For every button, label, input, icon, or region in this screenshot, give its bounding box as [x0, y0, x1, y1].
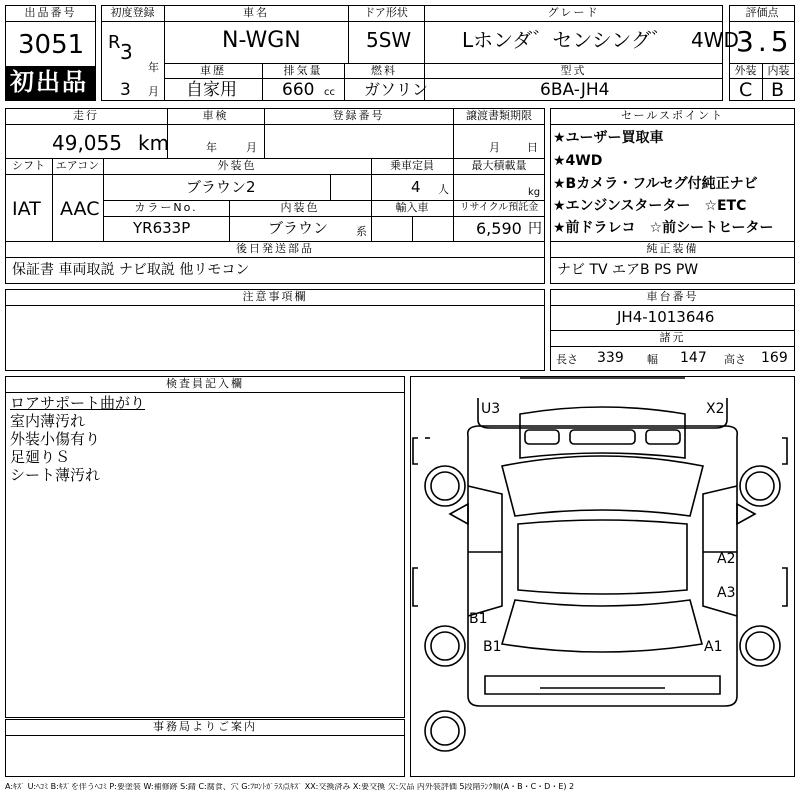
damage-mark: A3: [717, 585, 736, 601]
color-no-label: カラーNo.: [134, 201, 198, 214]
score-label: 評価点: [745, 6, 779, 19]
inspection-month-unit: 月: [246, 141, 257, 154]
car-name: N-WGN: [222, 28, 301, 53]
sales-point: ★前ドラレコ ☆前シートヒーター: [553, 220, 774, 236]
length-label: 長さ: [556, 353, 578, 366]
grade-label: グレード: [547, 6, 600, 19]
reg-no-label: 登録番号: [332, 109, 385, 122]
equipment-label: 純正装備: [646, 242, 699, 255]
damage-mark: B1: [483, 639, 502, 655]
first-reg-month: 3: [120, 80, 131, 100]
recycle: 6,590: [476, 219, 522, 238]
history-label: 車歴: [200, 64, 226, 77]
door-type: 5SW: [366, 28, 412, 52]
int-color: ブラウン: [268, 219, 329, 237]
inspector-line: 室内薄汚れ: [10, 412, 86, 430]
fuel-label: 燃料: [371, 64, 397, 77]
model-label: 型式: [560, 64, 587, 77]
car-name-label: 車名: [243, 6, 269, 19]
chassis-number: JH4-1013646: [617, 308, 715, 326]
height: 169: [761, 350, 788, 366]
damage-mark: A2: [717, 551, 736, 567]
inspection-label: 車検: [202, 109, 229, 122]
first-reg-label: 初度登録: [110, 6, 155, 19]
sales-point: ★Bカメラ・フルセグ付純正ナビ: [553, 176, 758, 192]
inspector-label: 検査員記入欄: [166, 377, 244, 390]
lot-number: 3051: [18, 30, 85, 60]
inspector-line: シート薄汚れ: [10, 466, 101, 484]
fuel: ガソリン: [364, 80, 429, 99]
grade: Lホンダ゛センシング゛ 4WD: [462, 28, 739, 52]
color-label: 外装色: [217, 159, 257, 172]
score: 3.5: [736, 25, 793, 58]
dims-label: 諸元: [659, 331, 686, 344]
damage-mark: U3: [481, 401, 501, 417]
height-label: 高さ: [724, 353, 746, 366]
recycle-unit: 円: [528, 221, 542, 237]
import-label: 輸入車: [395, 201, 429, 214]
load-label: 最大積載量: [471, 159, 527, 172]
inspector-line: 外装小傷有り: [10, 430, 101, 448]
chassis-label: 車台番号: [646, 290, 699, 303]
month-unit: 月: [148, 85, 159, 98]
year-unit: 年: [148, 61, 159, 74]
displacement: 660: [282, 80, 315, 100]
width: 147: [680, 350, 707, 366]
inspection-year-unit: 年: [206, 141, 217, 154]
first-listing-text: 初出品: [10, 68, 88, 96]
load-unit: kg: [528, 187, 541, 198]
mileage: 49,055: [52, 131, 122, 155]
sales-point: ★4WD: [553, 153, 603, 169]
color: ブラウン2: [186, 178, 256, 196]
damage-mark: B1: [469, 611, 488, 627]
later-parts: 保証書 車両取説 ナビ取説 他リモコン: [12, 262, 250, 278]
inspector-line: ロアサポート曲がり: [10, 394, 146, 412]
int-color-unit: 系: [356, 225, 367, 238]
int-color-label: 内装色: [280, 201, 320, 214]
exterior-label: 外装: [734, 64, 757, 77]
ac: AAC: [60, 198, 100, 220]
inspector-line: 足廻りＳ: [10, 448, 71, 466]
era-year: 3: [120, 40, 133, 64]
ac-label: エアコン: [55, 159, 100, 172]
capacity-unit: 人: [438, 183, 449, 196]
transfer-month-unit: 月: [489, 141, 500, 154]
shift-label: シフト: [12, 159, 45, 172]
exterior-grade: C: [739, 79, 753, 101]
door-label: ドア形状: [364, 6, 408, 19]
interior-grade: B: [771, 79, 785, 101]
legend: A:ｷｽﾞ U:ﾍｺﾐ B:ｷｽﾞを伴うﾍｺﾐ P:要塗装 W:補修跡 S:錆 C:腐食、穴 G:ﾌﾛﾝﾄｶﾞﾗｽ点ｷｽﾞ XX:交換済み X:要交換 欠:欠品 内外装評価 5段階ﾗﾝｸ順(A・B・C・D・E) 2: [5, 783, 575, 791]
transfer-day-unit: 日: [527, 141, 538, 154]
history: 自家用: [186, 80, 237, 100]
lot-no-label: 出品番号: [24, 6, 77, 19]
equipment-items: ナビ TV エアB PS PW: [557, 262, 699, 278]
width-label: 幅: [647, 353, 658, 366]
era: R: [108, 32, 121, 53]
later-parts-label: 後日発送部品: [236, 242, 314, 255]
mileage-label: 走行: [73, 109, 99, 122]
car-diagram-icon: [410, 376, 795, 777]
damage-mark: X2: [706, 401, 725, 417]
mileage-unit: km: [138, 131, 170, 155]
color-no: YR633P: [133, 219, 191, 237]
shift: IAT: [12, 198, 41, 220]
office-label: 事務局よりご案内: [153, 720, 257, 733]
model: 6BA-JH4: [540, 80, 610, 100]
sales-point: ★ユーザー買取車: [553, 130, 664, 146]
capacity-label: 乗車定員: [390, 159, 434, 172]
notes-label: 注意事項欄: [242, 290, 308, 303]
displacement-label: 排気量: [283, 64, 323, 77]
sales-points-label: セールスポイント: [620, 109, 724, 122]
recycle-label: リサイクル預託金: [459, 202, 539, 213]
length: 339: [597, 350, 624, 366]
damage-mark: A1: [704, 639, 723, 655]
transfer-label: 譲渡書類期限: [466, 109, 532, 122]
interior-label: 内装: [767, 64, 790, 77]
sales-point: ★エンジンスターター ☆ETC: [553, 198, 747, 214]
displacement-unit: cc: [324, 87, 335, 98]
capacity: 4: [411, 178, 421, 196]
